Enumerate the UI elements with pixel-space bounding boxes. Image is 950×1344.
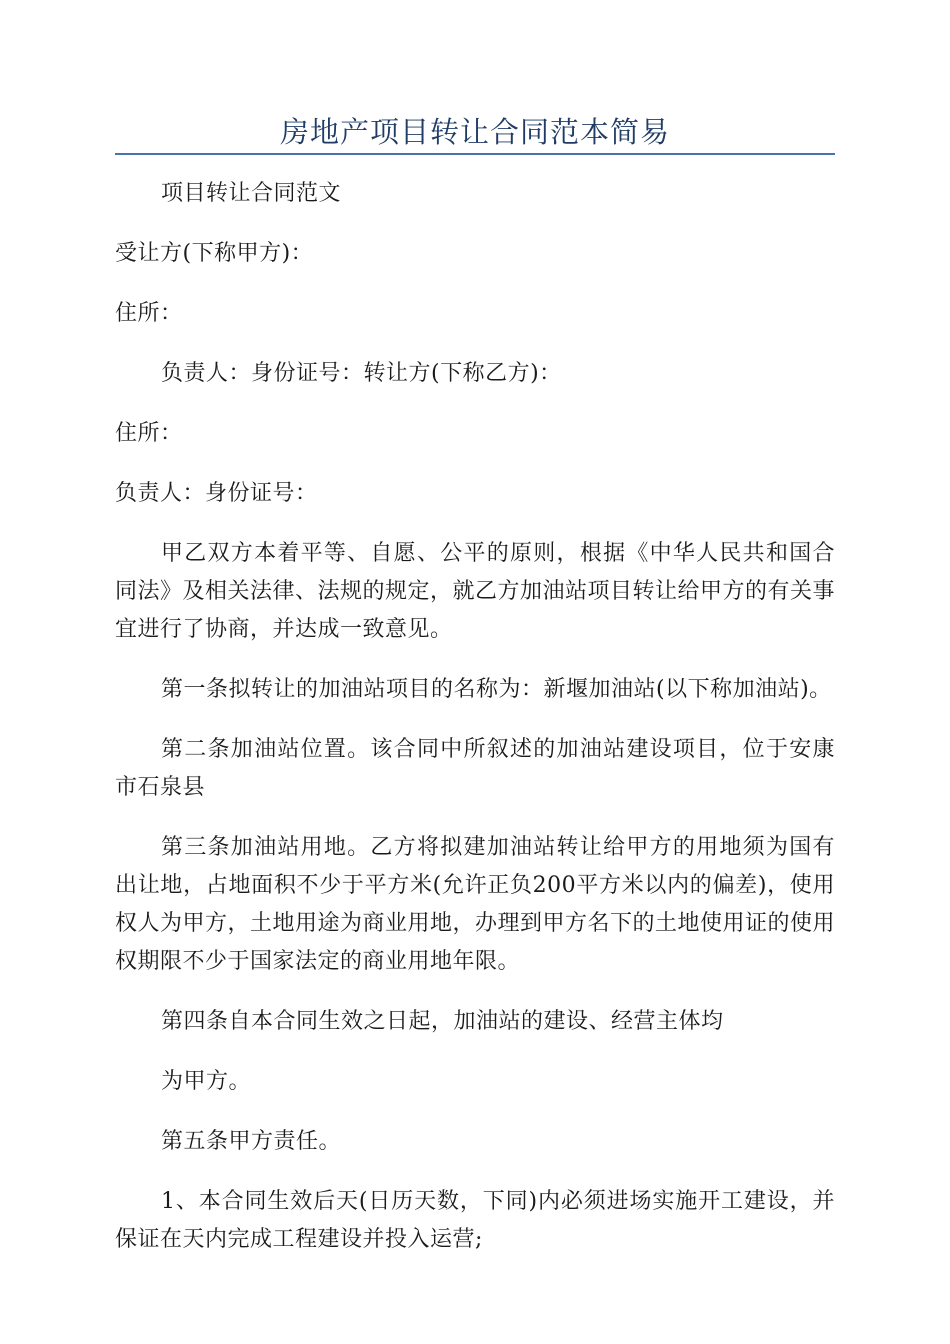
paragraph: 第一条拟转让的加油站项目的名称为：新堰加油站(以下称加油站)。 [161, 677, 832, 702]
paragraph: 住所： [115, 421, 183, 446]
paragraph: 为甲方。 [161, 1069, 252, 1094]
paragraph: 受让方(下称甲方)： [115, 241, 314, 266]
paragraph: 第三条加油站用地。乙方将拟建加油站转让给甲方的用地须为国有出让地，占地面积不少于平方米(允许正负200平方米以内的偏差)，使用权人为甲方，土地用途为商业用地，办理到甲方名下的土地使用证的使用权期限不少于国家法定的商业用地年限。 [115, 835, 836, 974]
paragraph: 甲乙双方本着平等、自愿、公平的原则，根据《中华人民共和国合同法》及相关法律、法规的规定，就乙方加油站项目转让给甲方的有关事宜进行了协商，并达成一致意见。 [115, 541, 836, 642]
paragraph: 项目转让合同范文 [161, 181, 342, 206]
paragraph: 住所： [115, 301, 183, 326]
paragraph: 第五条甲方责任。 [161, 1129, 342, 1154]
paragraph: 负责人：身份证号： [115, 481, 318, 506]
document-body [115, 175, 835, 1281]
title-underline [115, 153, 835, 155]
paragraph: 第四条自本合同生效之日起，加油站的建设、经营主体均 [161, 1009, 724, 1034]
paragraph: 负责人：身份证号：转让方(下称乙方)： [161, 361, 562, 386]
paragraph: 第二条加油站位置。该合同中所叙述的加油站建设项目，位于安康市石泉县 [115, 737, 835, 800]
document-title: 房地产项目转让合同范本简易 [279, 115, 670, 149]
paragraph: 1、本合同生效后天(日历天数，下同)内必须进场实施开工建设，并保证在天内完成工程建设并投入运营; [115, 1189, 835, 1252]
